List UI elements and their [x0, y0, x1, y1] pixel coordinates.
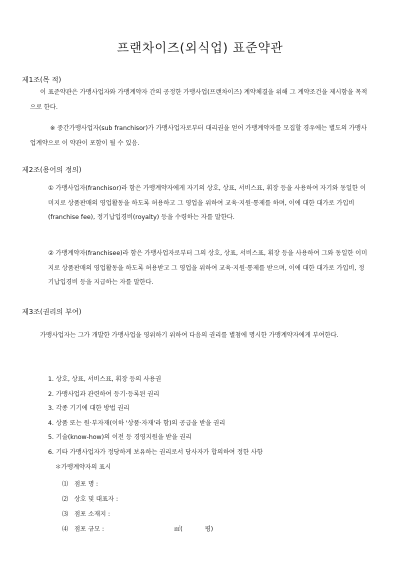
field-marker: ⑴	[62, 481, 69, 488]
field-label: 점포 소재지 :	[74, 511, 111, 518]
article-1-heading: 제1조(목 적)	[22, 76, 62, 84]
definition-marker: ①	[48, 185, 54, 192]
definition-item	[48, 247, 370, 291]
area-unit-sqm: ㎡(	[174, 526, 183, 533]
field-label: 점포 규모 :	[74, 526, 105, 533]
field-label: 상호 및 대표자 :	[74, 496, 119, 503]
field-label: 점포 명 :	[74, 481, 99, 488]
definition-marker: ②	[48, 250, 54, 257]
definition-item	[48, 182, 370, 226]
article-2-heading: 제2조(용어의 정의)	[22, 166, 82, 174]
list-item: 3. 각종 기기에 대한 방법 권리	[48, 405, 130, 412]
area-unit-pyeong: 평)	[204, 526, 214, 533]
article-3-intro: 가맹사업자는 그가 개발한 가맹사업을 영위하기 위하여 다음의 권리를 별첨에 명시한 가맹계약자에게 부여한다.	[40, 332, 339, 339]
article-1-paragraph: 이 표준약관은 가맹사업자와 가맹계약자 간의 공정한 가맹사업(프랜차이즈) 계약체결을 위해 그 계약조건을 제시함을 목적으로 한다.	[30, 89, 368, 111]
definition-text: 가맹계약자(franchisee)라 함은 가맹사업자로부터 그의 상호, 상표, 서비스표, 휘장 등을 사용하여 그와 동일한 이미지로 상품판매의 영업활동을 하도록 허용받고 그 영업을 위하여 교육·지원·통제를 받으며, 이에 대한 대가로 가입비, 정기납입경비 등을 지급하는 자를 말한다.	[48, 250, 368, 286]
article-1-note: ※ 중간가맹사업자(sub franchisor)가 가맹사업자로부터 대리권을 얻어 가맹계약자를 모집할 경우에는 별도의 가맹사업계약으로 이 약관이 포함이 될 수 있음.	[30, 125, 367, 147]
list-item: 5. 기술(know-how)의 이전 등 경영지원을 받을 권리	[48, 434, 192, 441]
store-info-field	[62, 477, 213, 492]
list-item: 2. 가맹사업과 관련하여 등기·등록된 권리	[48, 390, 160, 398]
list-item: 1. 상호, 상표, 서비스표, 휘장 등의 사용권	[48, 376, 162, 383]
store-info-list	[62, 477, 213, 537]
document-title: 프랜차이즈(외식업) 표준약관	[116, 40, 284, 55]
field-marker: ⑶	[62, 511, 69, 518]
definition-text: 가맹사업자(franchisor)라 함은 가맹계약자에게 자기의 상호, 상표, 서비스표, 휘장 등을 사용하여 자기와 동일한 이미지로 상품판매의 영업활동을 하도록 허용하고 그 영업을 위하여 교육·지원·통제를 하며, 이에 대한 대가로 가입비(franchise fee), 정기납입경비(royalty) 등을 수령하는 자를 말한다.	[48, 185, 366, 221]
rights-list	[48, 373, 378, 460]
store-info-field	[62, 492, 213, 507]
article-3-heading: 제3조(권리의 부여)	[22, 308, 82, 316]
store-info-field	[62, 507, 213, 522]
list-item: 6. 기타 가맹사업자가 정당하게 보유하는 권리로서 당사자가 합의하여 정한 사항	[48, 448, 263, 456]
store-info-heading: ＊가맹계약자의 표시	[55, 464, 111, 471]
field-marker: ⑵	[62, 496, 69, 503]
list-item: 4. 상품 또는 원·부자재(이하 '상품·자재'라 함)의 공급을 받을 권리	[48, 419, 226, 427]
field-marker: ⑷	[62, 526, 69, 533]
store-info-field	[62, 522, 213, 537]
